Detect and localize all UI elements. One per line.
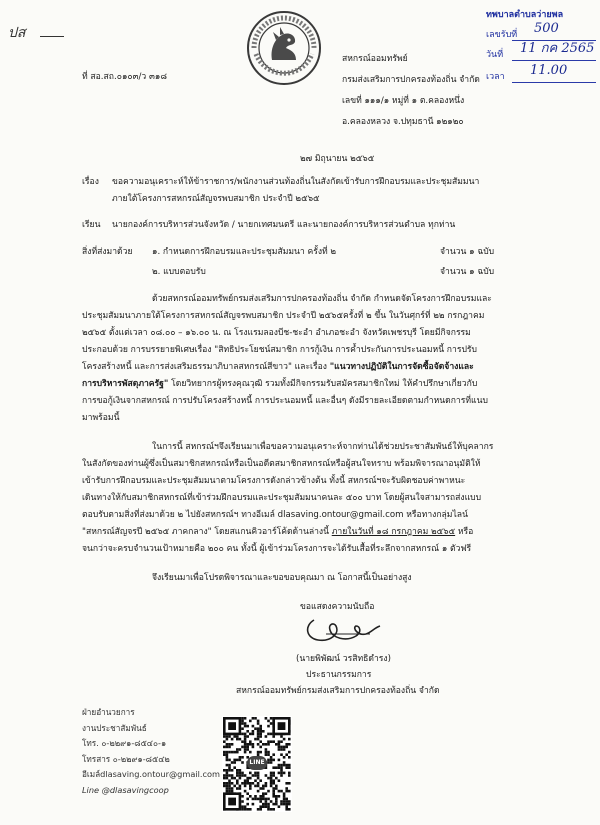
to-label: เรียน [82, 220, 101, 230]
body-p2-line-2: ในสังกัดของท่านผู้ซึ่งเป็นสมาชิกสหกรณ์หรือเป็นอดีตสมาชิกสหกรณ์หรือผู้สนใจทราบ พร้อมพิจารณาอนุมัติให้ [82, 459, 481, 469]
footer-department: ฝ่ายอำนวยการ [82, 707, 135, 717]
body-p1-line-7: การขอกู้เงินจากสหกรณ์ การปรับโครงสร้างหนี้ การประนอมหนี้ และอื่นๆ ดังมีรายละเอียดตามกำหนดการที่แนบ [82, 396, 488, 406]
to-text: นายกองค์การบริหารส่วนจังหวัด / นายกเทศมนตรี และนายกองค์การบริหารส่วนตำบล ทุกท่าน [112, 220, 456, 230]
body-p1-bold-topic-2: การบริหารพัสดุภาครัฐ" [82, 379, 169, 389]
sender-line-2: กรมส่งเสริมการปกครองท้องถิ่น จำกัด [342, 75, 480, 85]
sender-line-4: อ.คลองหลวง จ.ปทุมธานี ๑๒๑๒๐ [342, 117, 464, 127]
footer-contact [82, 705, 220, 798]
body-p2-line-6 [82, 525, 473, 539]
cooperative-seal-logo [246, 10, 322, 86]
body-p1-line-5-a: โครงสร้างหนี้ และการส่งเสริมธรรมาภิบาลสหกรณ์สีขาว" และเรื่อง [82, 362, 327, 372]
footer-phone: โทร. ๐-๒๒๙๑-๘๕๔๐-๑ [82, 738, 167, 748]
stamp-receive-no: 500 [534, 21, 559, 36]
stamp-date-value: 11 กค 2565 [520, 41, 595, 56]
body-p1-line-6-b: โดยวิทยากรผู้ทรงคุณวุฒิ รวมทั้งมีกิจกรรมรับสมัครสมาชิกใหม่ ให้คำปรึกษาเกี่ยวกับ [168, 379, 478, 389]
body-p2-line-6-a: "สหกรณ์สัญจรปี ๒๕๖๕ ภาคกลาง" โดยสแกนคิวอาร์โค้ดด้านล่างนี้ [82, 527, 329, 537]
signature [300, 612, 390, 648]
body-p2-line-1: ในการนี้ สหกรณ์ฯจึงเรียนมาเพื่อขอความอนุเคราะห์จากท่านได้ช่วยประชาสัมพันธ์ให้บุคลากร [152, 442, 494, 452]
body-p1-line-5 [82, 360, 474, 374]
body-p3: จึงเรียนมาเพื่อโปรดพิจารณาและขอขอบคุณมา ณ โอกาสนี้เป็นอย่างสูง [152, 573, 412, 583]
body-p1-line-2: ประชุมสัมมนาภายใต้โครงการสหกรณ์สัญจรพบสมาชิก ประจำปี ๒๕๖๕ครั้งที่ ๒ ขึ้น ในวันศุกร์ที่ ๒๒ กรกฎาคม [82, 311, 485, 321]
document-number: ที่ สอ.สถ.๐๑๐๓/ว ๓๑๘ [82, 72, 167, 82]
closing: ขอแสดงความนับถือ [300, 602, 375, 612]
enclosure-2-text: ๒. แบบตอบรับ [152, 267, 206, 277]
body-p2-line-6-c: หรือ [455, 527, 474, 537]
body-p2-line-4: เดินทางให้กับสมาชิกสหกรณ์ที่เข้าร่วมฝึกอบรมและประชุมสัมมนาคนละ ๕๐๐ บาท โดยผู้สนใจสามารถส่งแบบ [82, 493, 482, 503]
qr-line-badge: LINE [247, 756, 267, 770]
body-p1-line-6 [82, 377, 477, 391]
enclosures-label: สิ่งที่ส่งมาด้วย [82, 247, 133, 257]
enclosure-1-text: ๑. กำหนดการฝึกอบรมและประชุมสัมมนา ครั้งที่ ๒ [152, 247, 337, 257]
subject-line-2: ภายใต้โครงการสหกรณ์สัญจรพบสมาชิก ประจำปี ๒๕๖๕ [112, 194, 320, 204]
body-p1-line-8: มาพร้อมนี้ [82, 413, 120, 423]
stamp-date-label: วันที่ [486, 50, 504, 60]
handwritten-stroke [40, 36, 64, 37]
subject-label: เรื่อง [82, 177, 99, 187]
footer-line-id: Line @dlasavingcoop [82, 784, 169, 795]
body-p1-line-3: ๒๕๖๕ ตั้งแต่เวลา ๐๘.๐๐ – ๑๖.๐๐ น. ณ โรงแรมลองบีช-ชะอำ อำเภอชะอำ จังหวัดเพชรบุรี โดยมีกิจกรรม [82, 328, 471, 338]
body-p1-bold-topic-1: "แนวทางปฏิบัติในการจัดซื้อจัดจ้างและ [329, 362, 474, 372]
stamp-office: ทพบาลตำบลว่ายพล [486, 10, 564, 20]
subject-line-1: ขอความอนุเคราะห์ให้ข้าราชการ/พนักงานส่วนท้องถิ่นในสังกัดเข้ารับการฝึกอบรมและประชุมสัมมนา [112, 177, 480, 187]
body-p2-line-3: เข้ารับการฝึกอบรมและประชุมสัมมนาตามโครงการดังกล่าวข้างต้น ทั้งนี้ สหกรณ์ฯจะรับผิดชอบค่าพาหนะ [82, 476, 466, 486]
sender-line-1: สหกรณ์ออมทรัพย์ [342, 54, 408, 64]
body-p1-line-1: ด้วยสหกรณ์ออมทรัพย์กรมส่งเสริมการปกครองท้องถิ่น จำกัด กำหนดจัดโครงการฝึกอบรมและ [152, 294, 492, 304]
footer-unit: งานประชาสัมพันธ์ [82, 722, 147, 733]
body-p2-line-7: จนกว่าจะครบจำนวนเป้าหมายคือ ๒๐๐ คน ทั้งนี้ ผู้เข้าร่วมโครงการจะได้รับเสื้อที่ระลึกจากสหกรณ์ ๑ ตัวฟรี [82, 544, 472, 554]
signer-title: ประธานกรรมการ [306, 670, 372, 680]
signer-org: สหกรณ์ออมทรัพย์กรมส่งเสริมการปกครองท้องถิ่น จำกัด [236, 686, 440, 696]
sender-line-3: เลขที่ ๑๑๑/๑ หมู่ที่ ๑ ต.คลองหนึ่ง [342, 96, 465, 106]
signer-name: (นายพิพัฒน์ วรสิทธิดำรง) [296, 654, 391, 664]
handwritten-note: ปส [8, 25, 26, 41]
stamp-time-label: เวลา [486, 72, 505, 82]
stamp-receive-label: เลขรับที่ [486, 30, 518, 40]
body-p2-deadline: ภายในวันที่ ๑๘ กรกฎาคม ๒๕๖๕ [331, 527, 456, 537]
body-p2-line-5: ตอบรับตามสิ่งที่ส่งมาด้วย ๒ ไปยังสหกรณ์ฯ ทางอีเมล์ dlasaving.ontour@gmail.com หรือทางกลุ่มไลน์ [82, 510, 468, 520]
footer-fax: โทรสาร ๐-๒๒๙๑-๘๕๔๒ [82, 753, 170, 764]
stamp-time-value: 11.00 [530, 63, 568, 78]
enclosure-2-qty: จำนวน ๑ ฉบับ [440, 267, 495, 277]
receive-stamp [480, 2, 598, 92]
enclosure-1-qty: จำนวน ๑ ฉบับ [440, 247, 495, 257]
body-p1-line-4: ประกอบด้วย การบรรยายพิเศษเรื่อง "สิทธิประโยชน์สมาชิก การกู้เงิน การค้ำประกันการประนอมหนี้ การปรับ [82, 345, 477, 355]
document-date: ๒๗ มิถุนายน ๒๕๖๕ [300, 154, 375, 164]
line-qr-code[interactable] [222, 716, 292, 812]
footer-email: อีเมล์dlasaving.ontour@gmail.com [82, 769, 221, 779]
